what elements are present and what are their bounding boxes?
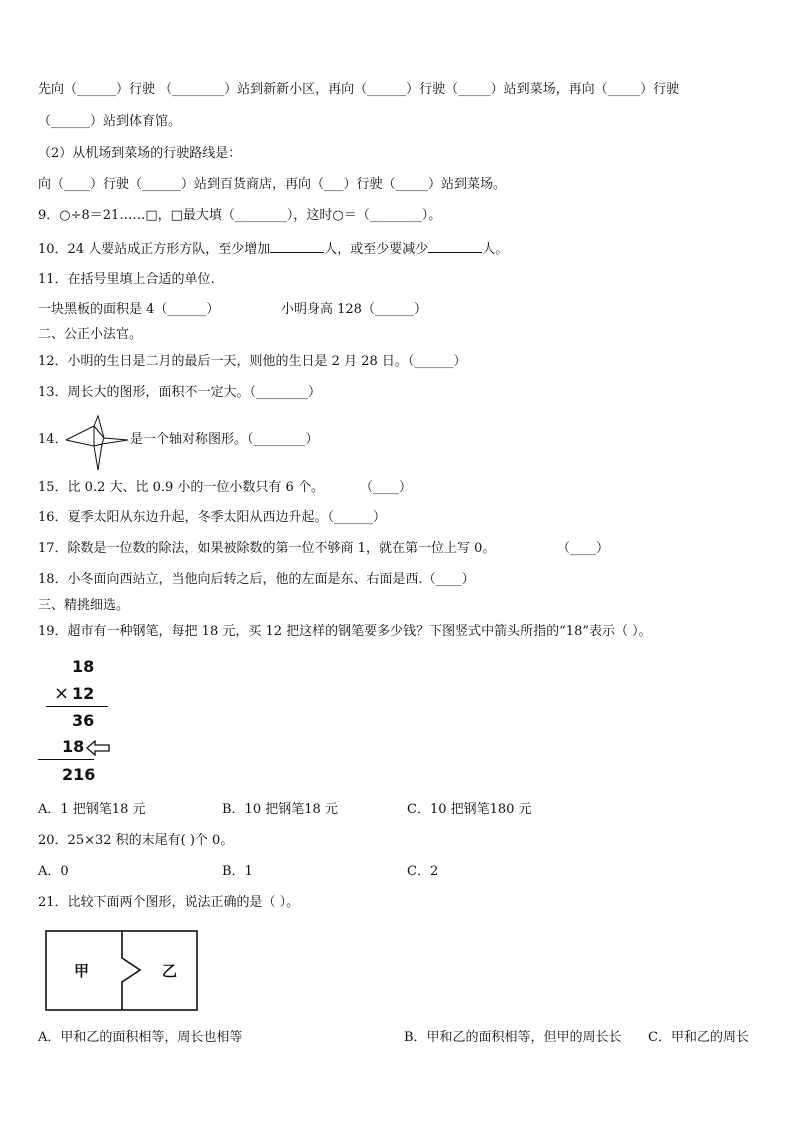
pinwheel-figure — [64, 414, 132, 474]
calc-line — [38, 759, 94, 760]
q21-option-c: C．甲和乙的周长 — [648, 1030, 749, 1045]
q20-option-a: A．0 — [38, 864, 69, 879]
line-route-2: （______）站到体育馆。 — [38, 114, 182, 129]
question-10-text-b: 人，或至少要减少 — [324, 242, 429, 257]
shape-label-jia: 甲 — [74, 962, 90, 980]
line-route-3: 向（____）行驶（______）站到百货商店，再向（___）行驶（_____）站到菜场。 — [38, 177, 507, 192]
question-17-blank: （____） — [557, 541, 610, 556]
q19-option-a: A．1 把钢笔18 元 — [38, 802, 146, 817]
calc-multiplicand: 18 — [72, 657, 95, 676]
q19-option-c: C．10 把钢笔180 元 — [407, 802, 532, 817]
calc-product: 216 — [62, 765, 96, 784]
question-11-b: 小明身高 128（______） — [281, 302, 427, 317]
question-15-blank: （____） — [360, 480, 413, 495]
question-10 — [38, 239, 508, 259]
q21-option-a: A．甲和乙的面积相等，周长也相等 — [38, 1030, 243, 1045]
q20-option-b: B．1 — [222, 864, 253, 879]
question-13: 13．周长大的图形，面积不一定大。（________） — [38, 385, 322, 400]
section-2-heading: 二、公正小法官。 — [38, 327, 143, 342]
question-21: 21．比较下面两个图形，说法正确的是（ ）。 — [38, 895, 300, 910]
shape-label-yi: 乙 — [162, 962, 178, 980]
question-15: 15．比 0.2 大、比 0.9 小的一位小数只有 6 个。 — [38, 480, 324, 495]
question-18: 18．小冬面向西站立，当他向后转之后，他的左面是东、右面是西.（____） — [38, 572, 475, 587]
question-10-text-a: 10．24 人要站成正方形方队，至少增加 — [38, 242, 271, 257]
question-17: 17．除数是一位数的除法，如果被除数的第一位不够商 1，就在第一位上写 0。 — [38, 541, 496, 556]
line-route-1: 先向（______）行驶 （________）站到新新小区，再向（______）行驶（_____）站到菜场，再向（_____）行驶 — [38, 82, 680, 97]
question-14-number: 14． — [38, 432, 68, 447]
calc-times-sign: × — [54, 683, 70, 704]
q21-option-b: B．甲和乙的面积相等，但甲的周长长 — [404, 1030, 622, 1045]
question-20: 20．25×32 积的末尾有( )个 0。 — [38, 833, 234, 848]
line-subquestion-2: （2）从机场到菜场的行驶路线是： — [38, 146, 242, 161]
section-3-heading: 三、精挑细选。 — [38, 598, 130, 613]
left-arrow-icon — [86, 740, 110, 756]
question-19: 19．超市有一种钢笔，每把 18 元，买 12 把这样的钢笔要多少钱？下图竖式中箭头所指的“18”表示（ ）。 — [38, 624, 652, 639]
calc-multiplier: 12 — [72, 684, 95, 703]
calc-line — [46, 706, 108, 707]
question-12: 12．小明的生日是二月的最后一天，则他的生日是 2 月 28 日。（______） — [38, 354, 467, 369]
q20-option-c: C．2 — [407, 864, 439, 879]
question-9: 9．○÷8＝21……□，□最大填（________），这时○＝（________）。 — [38, 208, 442, 223]
calc-partial-1: 36 — [72, 711, 95, 730]
question-10-text-c: 人。 — [482, 242, 509, 257]
question-11-a: 一块黑板的面积是 4（______） — [38, 302, 220, 317]
question-14-text: 是一个轴对称图形。（________） — [130, 432, 319, 447]
q19-option-b: B．10 把钢笔18 元 — [222, 802, 338, 817]
answer-blank — [428, 239, 482, 253]
question-11: 11．在括号里填上合适的单位. — [38, 272, 215, 287]
calc-partial-2: 18 — [62, 737, 85, 756]
question-16: 16．夏季太阳从东边升起，冬季太阳从西边升起。（______） — [38, 510, 387, 525]
answer-blank — [270, 239, 324, 253]
